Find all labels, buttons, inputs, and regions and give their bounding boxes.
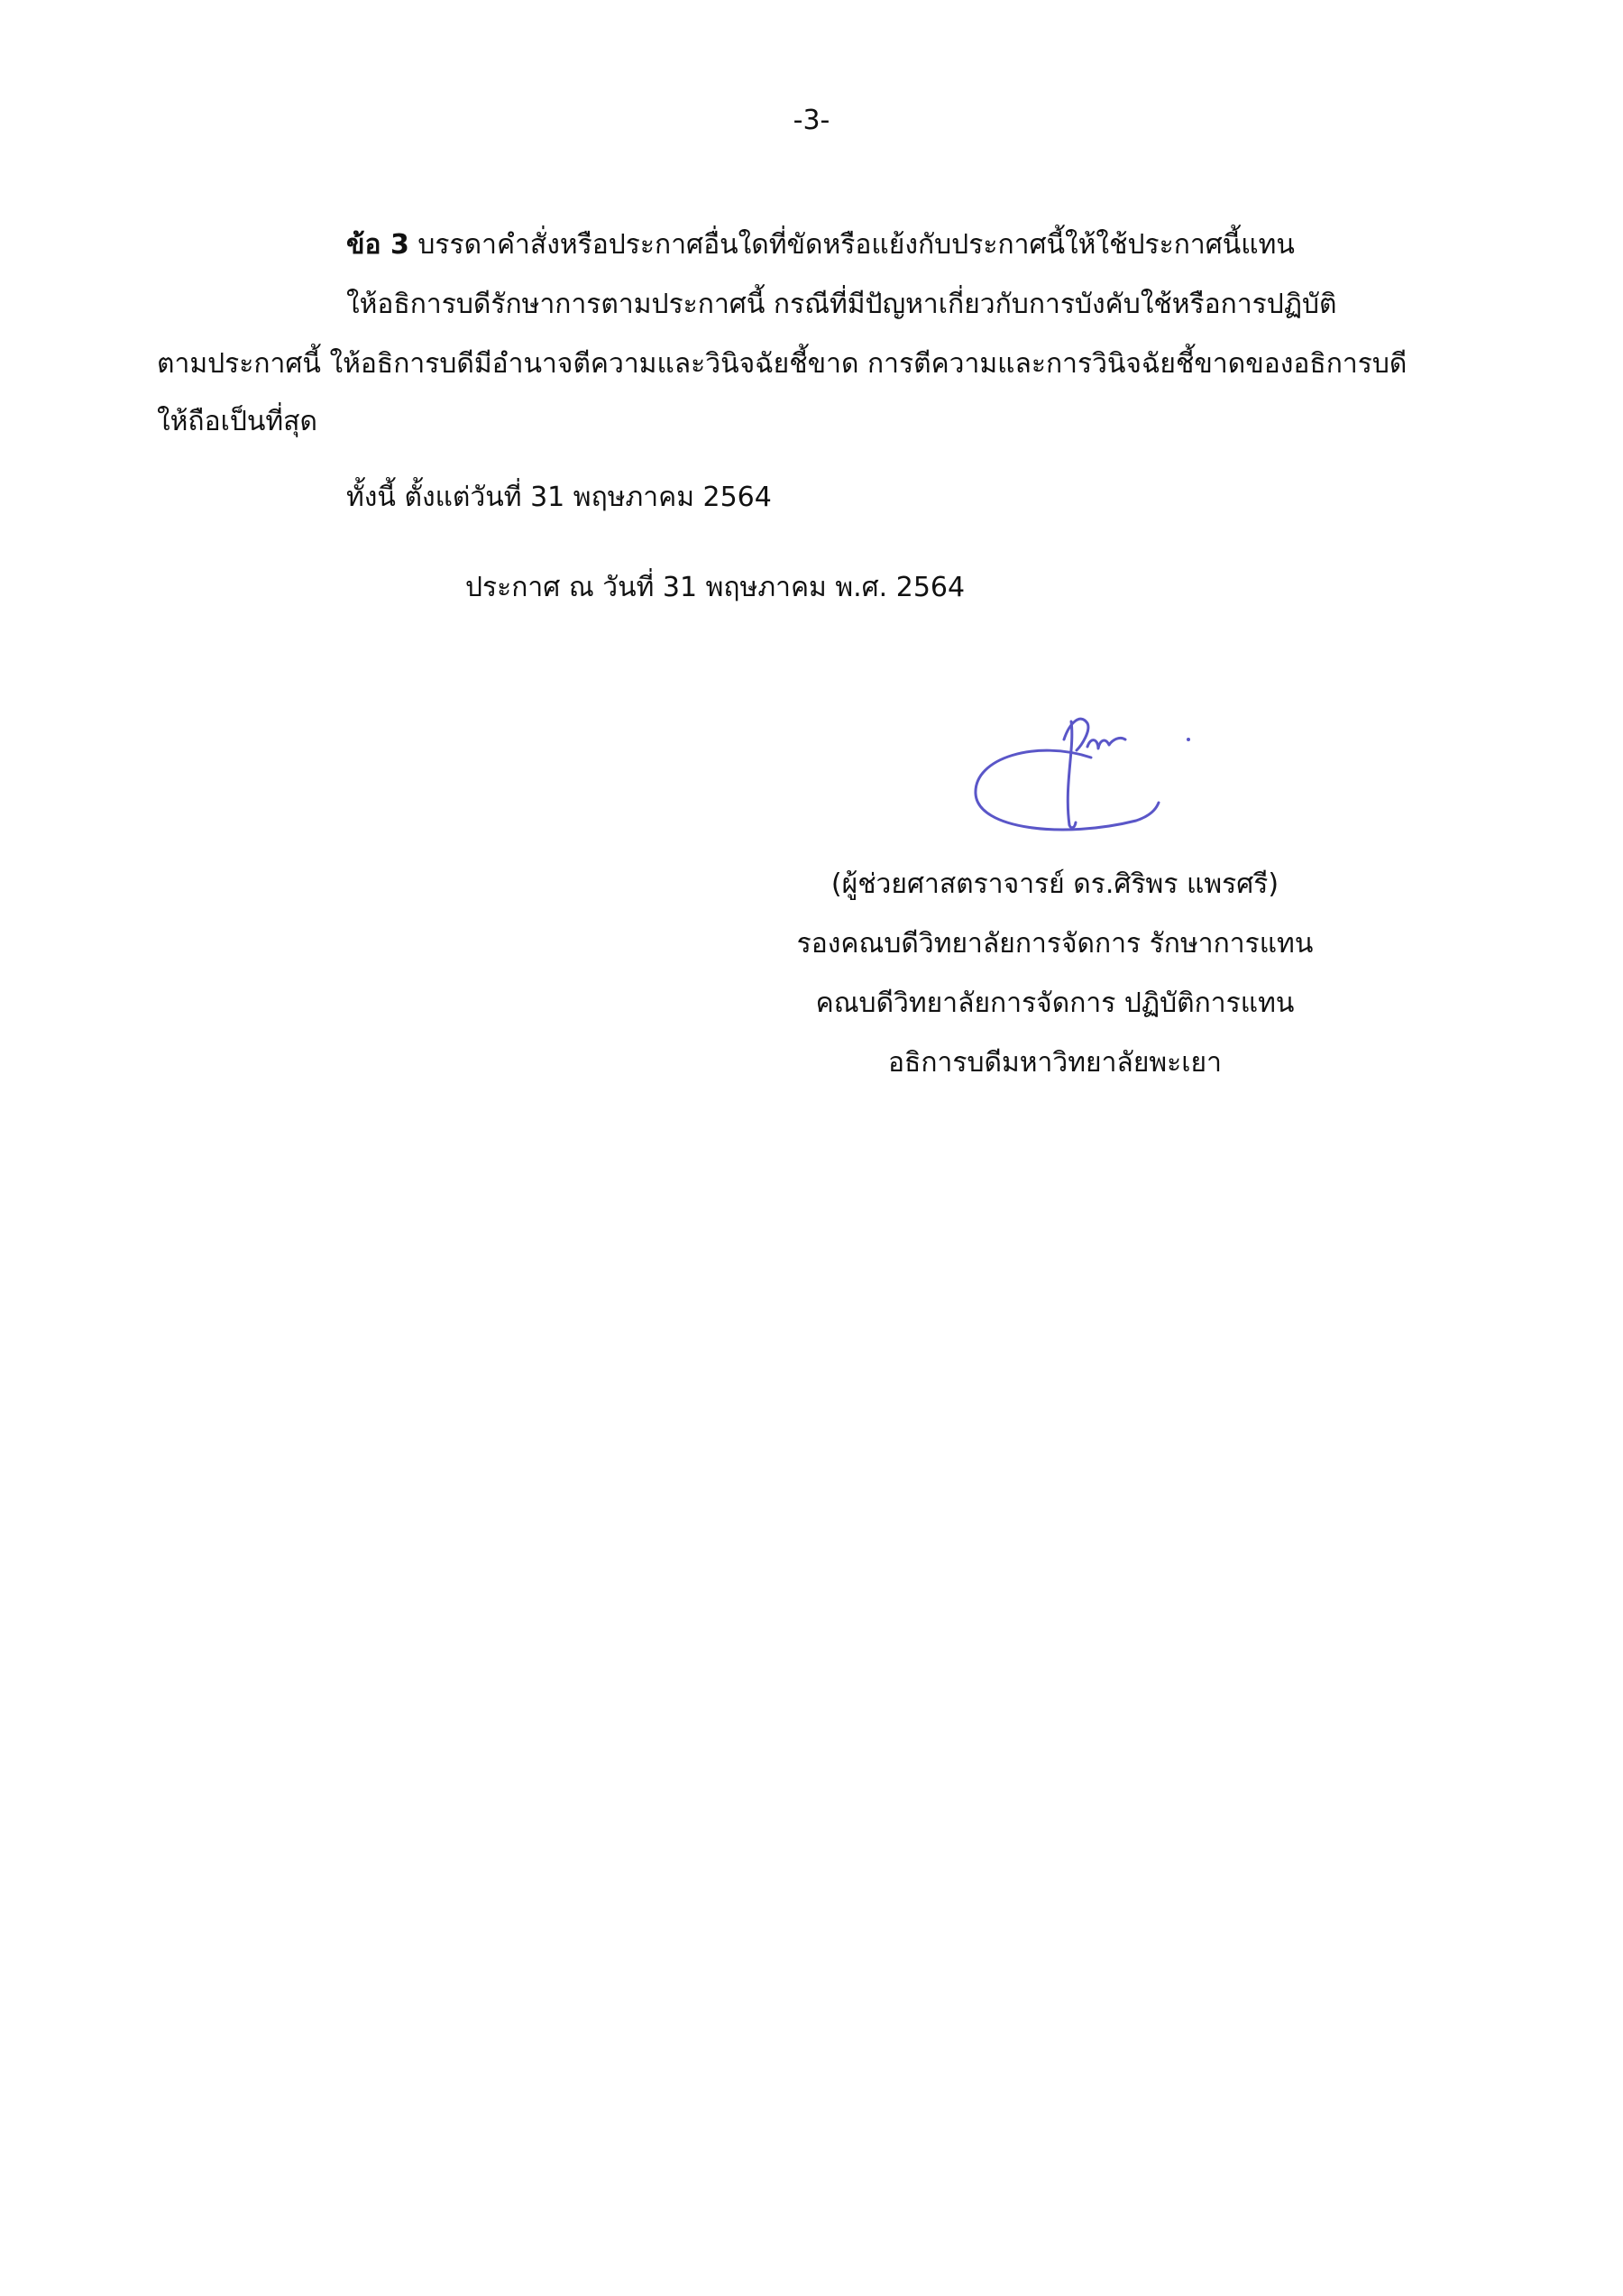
paragraph-line-2: ตามประกาศนี้ ให้อธิการบดีมีอำนาจตีความและวินิจฉัยชี้ขาด การตีความและการวินิจฉัยชี้ขาดของอธิการบดี xyxy=(157,348,1408,380)
signer-position-1: รองคณบดีวิทยาลัยการจัดการ รักษาการแทน xyxy=(796,928,1314,960)
announcement-date: ประกาศ ณ วันที่ 31 พฤษภาคม พ.ศ. 2564 xyxy=(465,572,966,603)
paragraph-line-3: ให้ถือเป็นที่สุด xyxy=(157,406,317,437)
clause-text: บรรดาคำสั่งหรือประกาศอื่นใดที่ขัดหรือแย้งกับประกาศนี้ให้ใช้ประกาศนี้แทน xyxy=(408,229,1295,261)
clause-3-line xyxy=(346,227,1295,263)
signer-block xyxy=(757,855,1352,1093)
clause-label: ข้อ 3 xyxy=(346,229,409,261)
signer-position-2: คณบดีวิทยาลัยการจัดการ ปฏิบัติการแทน xyxy=(815,987,1295,1019)
signer-position-3: อธิการบดีมหาวิทยาลัยพะเยา xyxy=(888,1047,1222,1079)
page-number: -3- xyxy=(793,105,830,136)
effective-date: ทั้งนี้ ตั้งแต่วันที่ 31 พฤษภาคม 2564 xyxy=(346,482,772,513)
signer-name: (ผู้ช่วยศาสตราจารย์ ดร.ศิริพร แพรศรี) xyxy=(830,868,1279,900)
handwritten-signature xyxy=(956,703,1208,848)
paragraph-line-1: ให้อธิการบดีรักษาการตามประกาศนี้ กรณีที่มีปัญหาเกี่ยวกับการบังคับใช้หรือการปฏิบัติ xyxy=(346,289,1337,320)
